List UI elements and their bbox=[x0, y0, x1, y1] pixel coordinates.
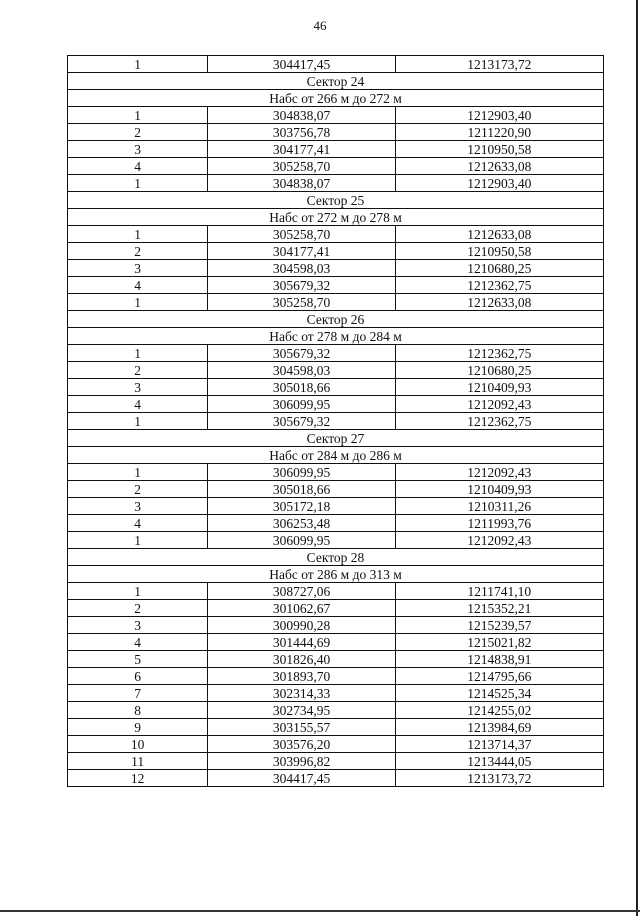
table-row bbox=[68, 583, 604, 600]
x-coordinate: 304177,41 bbox=[208, 243, 395, 260]
y-coordinate: 1210680,25 bbox=[395, 362, 603, 379]
y-coordinate: 1212362,75 bbox=[395, 413, 603, 430]
x-coordinate: 306099,95 bbox=[208, 464, 395, 481]
x-coordinate: 304838,07 bbox=[208, 175, 395, 192]
y-coordinate: 1211741,10 bbox=[395, 583, 603, 600]
x-coordinate: 304598,03 bbox=[208, 260, 395, 277]
sector-title-row bbox=[68, 430, 604, 447]
point-number: 7 bbox=[68, 685, 208, 702]
point-number: 1 bbox=[68, 413, 208, 430]
table-row bbox=[68, 736, 604, 753]
sector-range-row bbox=[68, 566, 604, 583]
y-coordinate: 1212092,43 bbox=[395, 532, 603, 549]
point-number: 4 bbox=[68, 277, 208, 294]
point-number: 1 bbox=[68, 56, 208, 73]
table-row bbox=[68, 515, 604, 532]
point-number: 2 bbox=[68, 362, 208, 379]
y-coordinate: 1212362,75 bbox=[395, 345, 603, 362]
x-coordinate: 305018,66 bbox=[208, 481, 395, 498]
table-row bbox=[68, 158, 604, 175]
table-row bbox=[68, 175, 604, 192]
x-coordinate: 304598,03 bbox=[208, 362, 395, 379]
point-number: 1 bbox=[68, 464, 208, 481]
point-number: 3 bbox=[68, 141, 208, 158]
x-coordinate: 306253,48 bbox=[208, 515, 395, 532]
y-coordinate: 1210950,58 bbox=[395, 243, 603, 260]
scan-border-bottom bbox=[0, 910, 640, 912]
point-number: 4 bbox=[68, 158, 208, 175]
y-coordinate: 1210680,25 bbox=[395, 260, 603, 277]
point-number: 2 bbox=[68, 243, 208, 260]
sector-height-range: Набс от 272 м до 278 м bbox=[68, 209, 604, 226]
y-coordinate: 1214525,34 bbox=[395, 685, 603, 702]
y-coordinate: 1211220,90 bbox=[395, 124, 603, 141]
sector-title: Сектор 27 bbox=[68, 430, 604, 447]
point-number: 1 bbox=[68, 583, 208, 600]
y-coordinate: 1214838,91 bbox=[395, 651, 603, 668]
table-row bbox=[68, 226, 604, 243]
y-coordinate: 1213714,37 bbox=[395, 736, 603, 753]
table-row bbox=[68, 464, 604, 481]
y-coordinate: 1210409,93 bbox=[395, 481, 603, 498]
table-row bbox=[68, 719, 604, 736]
table-row bbox=[68, 413, 604, 430]
x-coordinate: 301062,67 bbox=[208, 600, 395, 617]
table-row bbox=[68, 770, 604, 787]
point-number: 2 bbox=[68, 600, 208, 617]
table-row bbox=[68, 532, 604, 549]
y-coordinate: 1212092,43 bbox=[395, 396, 603, 413]
point-number: 3 bbox=[68, 617, 208, 634]
sector-height-range: Набс от 286 м до 313 м bbox=[68, 566, 604, 583]
x-coordinate: 301444,69 bbox=[208, 634, 395, 651]
table-row bbox=[68, 702, 604, 719]
sector-range-row bbox=[68, 447, 604, 464]
x-coordinate: 303155,57 bbox=[208, 719, 395, 736]
y-coordinate: 1213984,69 bbox=[395, 719, 603, 736]
point-number: 4 bbox=[68, 396, 208, 413]
point-number: 5 bbox=[68, 651, 208, 668]
table-row bbox=[68, 668, 604, 685]
y-coordinate: 1212092,43 bbox=[395, 464, 603, 481]
y-coordinate: 1212633,08 bbox=[395, 294, 603, 311]
table-row bbox=[68, 260, 604, 277]
y-coordinate: 1212903,40 bbox=[395, 175, 603, 192]
point-number: 10 bbox=[68, 736, 208, 753]
y-coordinate: 1210311,26 bbox=[395, 498, 603, 515]
y-coordinate: 1213444,05 bbox=[395, 753, 603, 770]
point-number: 4 bbox=[68, 515, 208, 532]
y-coordinate: 1215021,82 bbox=[395, 634, 603, 651]
x-coordinate: 303576,20 bbox=[208, 736, 395, 753]
y-coordinate: 1212633,08 bbox=[395, 226, 603, 243]
x-coordinate: 305172,18 bbox=[208, 498, 395, 515]
point-number: 3 bbox=[68, 498, 208, 515]
point-number: 12 bbox=[68, 770, 208, 787]
table-row bbox=[68, 141, 604, 158]
x-coordinate: 308727,06 bbox=[208, 583, 395, 600]
x-coordinate: 302314,33 bbox=[208, 685, 395, 702]
table-row bbox=[68, 124, 604, 141]
x-coordinate: 306099,95 bbox=[208, 396, 395, 413]
table-row bbox=[68, 753, 604, 770]
point-number: 8 bbox=[68, 702, 208, 719]
point-number: 4 bbox=[68, 634, 208, 651]
sector-range-row bbox=[68, 328, 604, 345]
sector-title-row bbox=[68, 192, 604, 209]
x-coordinate: 304838,07 bbox=[208, 107, 395, 124]
table-row bbox=[68, 107, 604, 124]
x-coordinate: 302734,95 bbox=[208, 702, 395, 719]
sector-title: Сектор 24 bbox=[68, 73, 604, 90]
point-number: 3 bbox=[68, 379, 208, 396]
table-row bbox=[68, 362, 604, 379]
y-coordinate: 1214795,66 bbox=[395, 668, 603, 685]
scan-border-right bbox=[636, 0, 638, 916]
sector-height-range: Набс от 278 м до 284 м bbox=[68, 328, 604, 345]
table-row bbox=[68, 345, 604, 362]
page-number: 46 bbox=[313, 18, 327, 33]
sector-height-range: Набс от 266 м до 272 м bbox=[68, 90, 604, 107]
y-coordinate: 1211993,76 bbox=[395, 515, 603, 532]
sector-title: Сектор 28 bbox=[68, 549, 604, 566]
table-row bbox=[68, 685, 604, 702]
sector-title-row bbox=[68, 549, 604, 566]
x-coordinate: 306099,95 bbox=[208, 532, 395, 549]
table-row bbox=[68, 498, 604, 515]
sector-range-row bbox=[68, 209, 604, 226]
sector-title-row bbox=[68, 311, 604, 328]
table-row bbox=[68, 56, 604, 73]
x-coordinate: 304417,45 bbox=[208, 770, 395, 787]
table-row bbox=[68, 294, 604, 311]
point-number: 1 bbox=[68, 107, 208, 124]
y-coordinate: 1215239,57 bbox=[395, 617, 603, 634]
point-number: 2 bbox=[68, 124, 208, 141]
table-row bbox=[68, 379, 604, 396]
x-coordinate: 303996,82 bbox=[208, 753, 395, 770]
point-number: 1 bbox=[68, 294, 208, 311]
y-coordinate: 1210409,93 bbox=[395, 379, 603, 396]
x-coordinate: 304417,45 bbox=[208, 56, 395, 73]
x-coordinate: 305258,70 bbox=[208, 294, 395, 311]
point-number: 3 bbox=[68, 260, 208, 277]
coordinates-table-body bbox=[68, 56, 604, 787]
point-number: 2 bbox=[68, 481, 208, 498]
x-coordinate: 305679,32 bbox=[208, 277, 395, 294]
point-number: 1 bbox=[68, 532, 208, 549]
x-coordinate: 305679,32 bbox=[208, 345, 395, 362]
table-row bbox=[68, 600, 604, 617]
table-row bbox=[68, 277, 604, 294]
y-coordinate: 1210950,58 bbox=[395, 141, 603, 158]
y-coordinate: 1212903,40 bbox=[395, 107, 603, 124]
x-coordinate: 305018,66 bbox=[208, 379, 395, 396]
point-number: 9 bbox=[68, 719, 208, 736]
x-coordinate: 303756,78 bbox=[208, 124, 395, 141]
table-row bbox=[68, 396, 604, 413]
table-row bbox=[68, 617, 604, 634]
y-coordinate: 1212633,08 bbox=[395, 158, 603, 175]
x-coordinate: 305258,70 bbox=[208, 226, 395, 243]
x-coordinate: 305679,32 bbox=[208, 413, 395, 430]
point-number: 1 bbox=[68, 175, 208, 192]
x-coordinate: 301826,40 bbox=[208, 651, 395, 668]
sector-title: Сектор 26 bbox=[68, 311, 604, 328]
sector-height-range: Набс от 284 м до 286 м bbox=[68, 447, 604, 464]
sector-title-row bbox=[68, 73, 604, 90]
y-coordinate: 1215352,21 bbox=[395, 600, 603, 617]
table-row bbox=[68, 481, 604, 498]
y-coordinate: 1214255,02 bbox=[395, 702, 603, 719]
x-coordinate: 300990,28 bbox=[208, 617, 395, 634]
point-number: 1 bbox=[68, 226, 208, 243]
point-number: 6 bbox=[68, 668, 208, 685]
table-row bbox=[68, 243, 604, 260]
coordinates-table bbox=[67, 55, 604, 787]
point-number: 11 bbox=[68, 753, 208, 770]
y-coordinate: 1213173,72 bbox=[395, 56, 603, 73]
table-row bbox=[68, 651, 604, 668]
x-coordinate: 304177,41 bbox=[208, 141, 395, 158]
x-coordinate: 301893,70 bbox=[208, 668, 395, 685]
table-row bbox=[68, 634, 604, 651]
point-number: 1 bbox=[68, 345, 208, 362]
y-coordinate: 1213173,72 bbox=[395, 770, 603, 787]
sector-range-row bbox=[68, 90, 604, 107]
y-coordinate: 1212362,75 bbox=[395, 277, 603, 294]
x-coordinate: 305258,70 bbox=[208, 158, 395, 175]
sector-title: Сектор 25 bbox=[68, 192, 604, 209]
